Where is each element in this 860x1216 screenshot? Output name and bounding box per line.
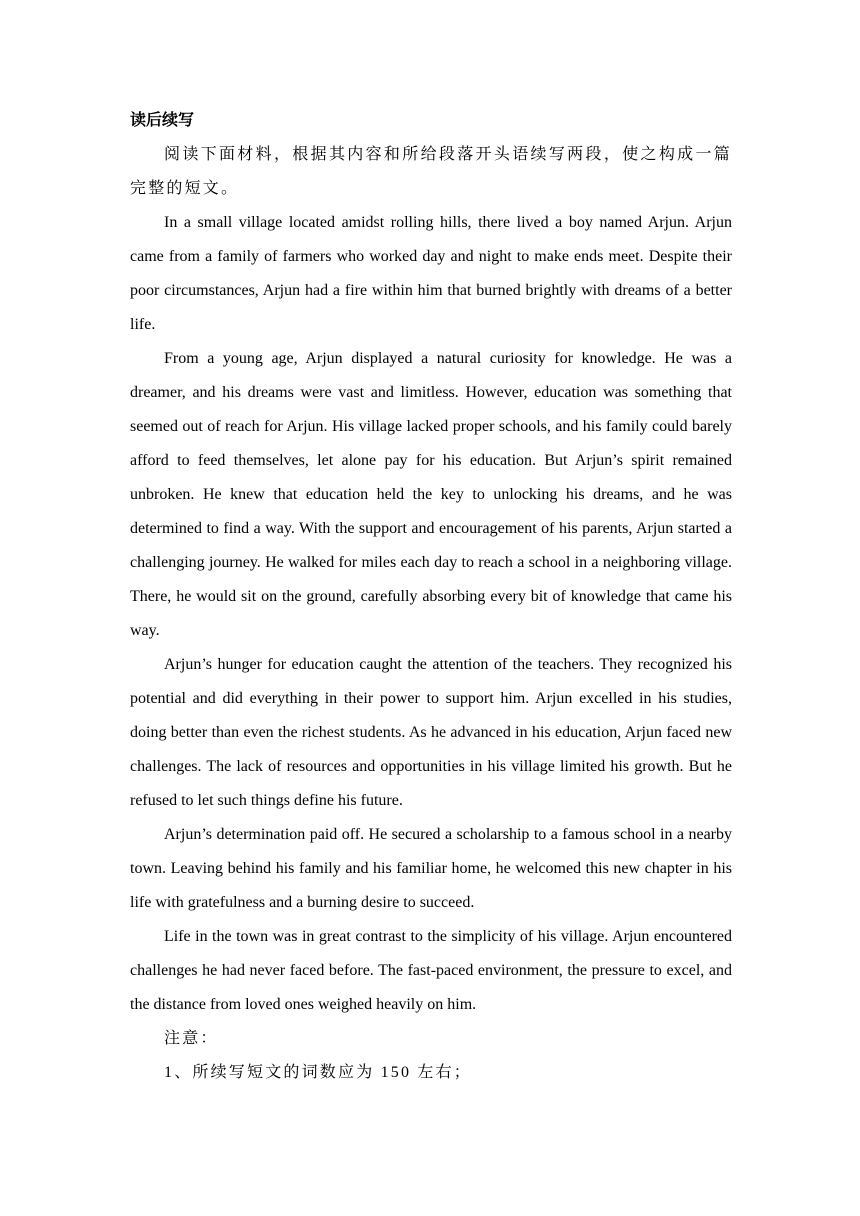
document-page [130, 104, 732, 1090]
story-paragraph-4: Arjun’s determination paid off. He secured a scholarship to a famous school in a nearby town. Leaving behind his family and his familiar home, he welcomed this new chapter in his life with gratefulness and a burning desire to succeed. [130, 826, 732, 911]
story-paragraph-2: From a young age, Arjun displayed a natural curiosity for knowledge. He was a dreamer, and his dreams were vast and limitless. However, education was something that seemed out of reach for Arjun. His village lacked proper schools, and his family could barely afford to feed themselves, let alone pay for his education. But Arjun’s spirit remained unbroken. He knew that education held the key to unlocking his dreams, and he was determined to find a way. With the support and encouragement of his parents, Arjun started a challenging journey. He walked for miles each day to reach a school in a neighboring village. There, he would sit on the ground, carefully absorbing every bit of knowledge that came his way. [130, 350, 732, 639]
story-paragraph-3: Arjun’s hunger for education caught the attention of the teachers. They recognized his potential and did everything in their power to support him. Arjun excelled in his studies, doing better than even the richest students. As he advanced in his education, Arjun faced new challenges. The lack of resources and opportunities in his village limited his growth. But he refused to let such things define his future. [130, 656, 732, 809]
notes-label: 注意： [164, 1030, 219, 1047]
note-item-1: 1、所续写短文的词数应为 150 左右； [164, 1064, 473, 1081]
story-paragraph-1: In a small village located amidst rolling hills, there lived a boy named Arjun. Arjun came from a family of farmers who worked day and night to make ends meet. Despite their poor circumstances, Arjun had a fire within him that burned brightly with dreams of a better life. [130, 214, 732, 333]
instruction-text: 阅读下面材料，根据其内容和所给段落开头语续写两段，使之构成一篇完整的短文。 [130, 146, 732, 197]
story-paragraph-5: Life in the town was in great contrast to the simplicity of his village. Arjun encountered challenges he had never faced before. The fast-paced environment, the pressure to excel, and the distance from loved ones weighed heavily on him. [130, 928, 732, 1013]
section-title: 读后续写 [130, 112, 195, 129]
